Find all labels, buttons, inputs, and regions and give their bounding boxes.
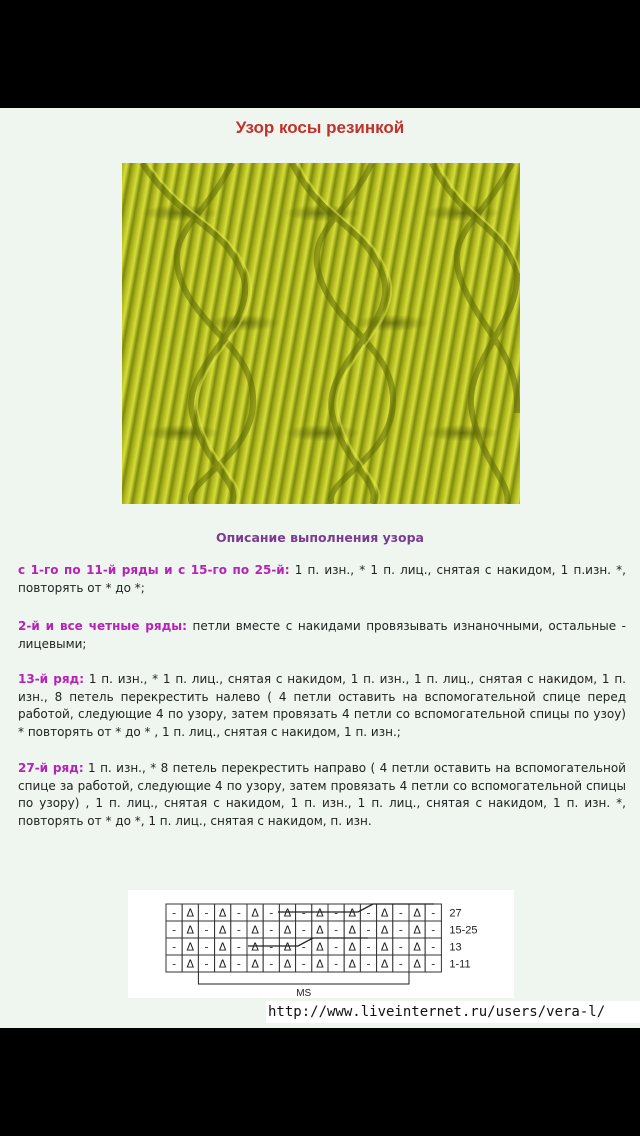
chart-symbol: Δ [251, 940, 259, 954]
instruction-row-27 [18, 760, 626, 830]
instruction-lead: с 1-го по 11-й ряды и с 15-го по 25-й: [18, 563, 290, 577]
chart-symbol: Δ [283, 957, 292, 971]
chart-symbol: - [366, 957, 371, 971]
chart-symbol: Δ [186, 957, 195, 971]
chart-row-label: 13 [449, 941, 462, 954]
instruction-text: 1 п. изн., * 1 п. лиц., снятая с накидом, 1 п.изн. *, повторять от * до *; [18, 563, 626, 595]
chart-row-label: 27 [449, 907, 462, 920]
chart-symbol: - [334, 940, 339, 954]
chart-symbol: Δ [316, 906, 324, 920]
chart-symbol: - [172, 940, 177, 954]
instruction-lead: 27-й ряд: [18, 761, 84, 775]
chart-symbol: Δ [186, 906, 195, 920]
knitting-chart [128, 890, 514, 998]
chart-symbol: Δ [251, 957, 259, 971]
chart-symbol: - [334, 957, 339, 971]
chart-symbol: Δ [380, 940, 389, 954]
chart-symbol: Δ [218, 940, 227, 954]
chart-symbol: Δ [316, 940, 324, 954]
instruction-rows-1-11 [18, 562, 626, 597]
instruction-text: 1 п. изн., * 8 петель перекрестить направо ( 4 петли оставить на вспомогательной спице за работой, следующие 4 по узору, затем провязать 4 петли со вспомогательной спицы по узору) , 1 п. лиц., снятая с накидом, 1 п. изн., 1 п. лиц., снятая с накидом, 1 п. изн. *, повторять от * до *, 1 п. лиц., снятая с накидом, п. изн. [18, 761, 626, 828]
chart-symbol: - [269, 923, 274, 937]
chart-symbol: Δ [413, 940, 421, 954]
chart-symbol: - [236, 957, 241, 971]
chart-symbol: Δ [186, 923, 195, 937]
chart-symbol: - [204, 940, 209, 954]
chart-symbol: Δ [316, 923, 324, 937]
knitting-photo [122, 163, 520, 504]
chart-symbol: Δ [251, 923, 259, 937]
chart-symbol: - [172, 906, 177, 920]
chart-symbol: Δ [380, 906, 389, 920]
instruction-lead: 2-й и все четные ряды: [18, 619, 187, 633]
source-url: http://www.liveinternet.ru/users/vera-l/ [266, 1001, 640, 1023]
chart-symbol: Δ [348, 923, 357, 937]
cable-texture [122, 163, 520, 504]
chart-symbol: Δ [380, 957, 389, 971]
chart-symbol: Δ [380, 923, 389, 937]
chart-symbol: - [236, 940, 241, 954]
chart-symbol: Δ [348, 957, 357, 971]
chart-symbol: - [398, 940, 403, 954]
chart-symbol: Δ [283, 940, 292, 954]
chart-symbol: - [172, 923, 177, 937]
chart-symbol: Δ [218, 957, 227, 971]
chart-symbol: Δ [218, 923, 227, 937]
chart-symbol: - [301, 957, 306, 971]
chart-symbol: - [204, 923, 209, 937]
instruction-text: петли вместе с накидами провязывать изнаночными, остальные - лицевыми; [18, 619, 626, 651]
chart-symbol: Δ [316, 957, 324, 971]
chart-symbol: - [204, 957, 209, 971]
chart-symbol: - [236, 906, 241, 920]
chart-symbol: - [431, 906, 436, 920]
instruction-text: 1 п. изн., * 1 п. лиц., снятая с накидом, 1 п. изн., 1 п. лиц., снятая с накидом, 1 п. изн., 8 петель перекрестить налево ( 4 петли оставить на вспомогательной спице перед работой, следующие 4 по узору, затем провязать 4 петли со вспомогательной спицы по узоу) * повторять от * до * , 1 п. лиц., снятая с накидом, 1 п. изн.; [18, 672, 626, 739]
chart-symbol: - [366, 906, 371, 920]
page-title: Узор косы резинкой [235, 118, 405, 137]
chart-symbol: - [301, 940, 306, 954]
chart-symbol: - [431, 957, 436, 971]
chart-symbol: - [334, 923, 339, 937]
chart-symbol: Δ [283, 906, 292, 920]
chart-symbol: Δ [218, 906, 227, 920]
chart-symbol: - [204, 906, 209, 920]
pattern-page [0, 108, 640, 1028]
chart-row-label: 1-11 [449, 958, 471, 971]
chart-symbol: - [366, 940, 371, 954]
chart-symbol: Δ [413, 906, 421, 920]
chart-symbol: - [172, 957, 177, 971]
instruction-row-13 [18, 671, 626, 741]
chart-symbol: Δ [348, 940, 357, 954]
chart-symbol: Δ [348, 906, 357, 920]
chart-symbol: - [269, 940, 274, 954]
chart-symbol: Δ [186, 940, 195, 954]
repeat-label: MS [296, 988, 312, 998]
repeat-bracket [198, 972, 409, 984]
chart-symbol: - [398, 923, 403, 937]
chart-symbol: - [301, 906, 306, 920]
chart-symbol: - [431, 923, 436, 937]
instruction-even-rows [18, 618, 626, 653]
chart-symbol: - [398, 957, 403, 971]
chart-symbol: Δ [283, 923, 292, 937]
chart-symbol: - [269, 906, 274, 920]
chart-row-label: 15-25 [449, 924, 478, 937]
chart-grid [128, 890, 514, 998]
chart-symbol: Δ [413, 923, 421, 937]
chart-symbol: - [366, 923, 371, 937]
chart-symbol: - [334, 906, 339, 920]
chart-symbol: - [236, 923, 241, 937]
description-heading: Описание выполнения узора [216, 530, 424, 545]
instruction-lead: 13-й ряд: [18, 672, 85, 686]
chart-symbol: Δ [413, 957, 421, 971]
chart-symbol: - [431, 940, 436, 954]
chart-symbol: - [269, 957, 274, 971]
chart-symbol: - [301, 923, 306, 937]
chart-symbol: - [398, 906, 403, 920]
chart-symbol: Δ [251, 906, 259, 920]
